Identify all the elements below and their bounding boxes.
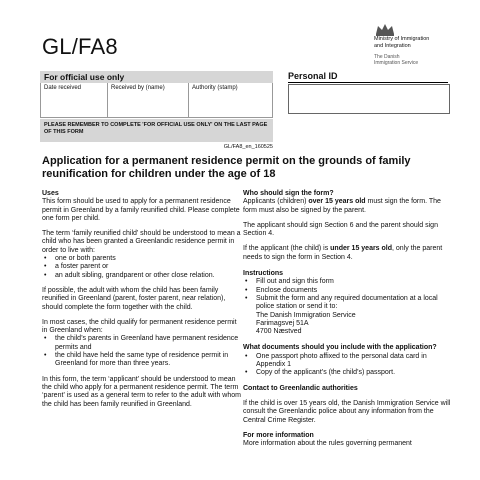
form-title: Application for a permanent residence permit on the grounds of family reunification for children under the age of 18: [42, 155, 411, 180]
official-use-reminder: PLEASE REMEMBER TO COMPLETE 'FOR OFFICIAL USE ONLY' ON THE LAST PAGE OF THIS FORM: [40, 119, 273, 142]
list-item: • Submit the form and any required documentation at a local police station or send it to:: [243, 295, 453, 312]
uses-paragraph: This form should be used to apply for a permanent residence permit in Greenland by a family reunified child. Please complete one form per child.: [42, 198, 240, 222]
uses-paragraph: The term ‘family reunified child’ should be understood to mean a child who has been granted a Greenlandic residence permit in order to live with:: [42, 230, 241, 254]
crown-icon: [374, 22, 396, 36]
contact-heading: Contact to Greenlandic authorities: [243, 384, 358, 392]
list-item: • a foster parent or: [42, 263, 242, 271]
who-signs-paragraph: The applicant should sign Section 6 and the parent should sign Section 4.: [243, 221, 438, 238]
more-info-heading: For more information: [243, 431, 314, 439]
uses-heading: Uses: [42, 190, 59, 197]
list-item: • One passport photo affixed to the personal data card in Appendix 1: [243, 353, 453, 370]
ministry-name-line1: Ministry of Immigration: [374, 36, 430, 42]
ministry-logo: [374, 22, 454, 66]
conditions-list: [42, 335, 242, 368]
official-use-box: [40, 71, 273, 148]
list-item: • Copy of the applicant’s (the child’s) passport.: [243, 369, 453, 377]
list-item: • Fill out and sign this form: [243, 278, 453, 286]
who-signs-paragraph: If the applicant (the child) is under 15 years old, only the parent needs to sign the form in Section 4.: [243, 245, 443, 261]
left-column: [42, 190, 242, 416]
personal-id-field[interactable]: [288, 84, 450, 114]
documents-heading: What documents should you include with the application?: [243, 344, 437, 352]
instructions-list: [243, 278, 453, 311]
uses-paragraph: In this form, the term ‘applicant’ should be understood to mean the child who apply for a permanent residence permit. The term ‘parent’ is used as a general term to refer to the adult with whom the child has been family reunified in Greenland.: [42, 375, 241, 408]
form-id-heading: GL/FA8: [42, 34, 118, 59]
official-use-columns: [40, 83, 273, 118]
right-column: [243, 190, 453, 455]
relation-list: [42, 255, 242, 280]
instructions-heading: Instructions: [243, 270, 284, 278]
form-code: GL/FA8_en_160525: [223, 144, 273, 150]
ministry-name-line2: and Integration: [374, 42, 411, 49]
agency-name-line1: The Danish: [374, 54, 400, 60]
more-info-paragraph: More information about the rules governing permanent: [243, 440, 412, 448]
date-received-field: Date received: [41, 83, 108, 117]
authority-stamp-field: Authority (stamp): [192, 85, 238, 91]
personal-id-label: Personal ID: [288, 71, 448, 83]
who-signs-paragraph: Applicants (children) over 15 years old must sign the form. The form must also be signed by the parent.: [243, 198, 441, 214]
received-by-field: Received by (name): [108, 83, 189, 117]
uses-paragraph: If possible, the adult with whom the child has been family reunified in Greenland (parent, foster parent, near relation), should complete the form together with the child.: [42, 286, 226, 311]
contact-paragraph: If the child is over 15 years old, the Danish Immigration Service will consult the Greenlandic police about any information from the Central Crime Register.: [243, 399, 451, 424]
list-item: • an adult sibling, grandparent or other close relation.: [42, 272, 242, 280]
list-item: • one or both parents: [42, 255, 242, 263]
uses-paragraph: In most cases, the child qualify for permanent residence permit in Greenland when:: [42, 318, 237, 335]
documents-list: [243, 353, 453, 378]
list-item: • the child have held the same type of residence permit in Greenland for more than three years.: [42, 352, 242, 369]
official-use-title: For official use only: [40, 71, 273, 83]
agency-name-line2: Immigration Service: [374, 60, 419, 66]
list-item: • the child’s parents in Greenland have permanent residence permits and: [42, 335, 242, 352]
mailing-address: The Danish Immigration Service Farimagsvej 51A 4700 Næstved: [256, 311, 356, 336]
who-signs-heading: Who should sign the form?: [243, 190, 334, 197]
list-item: • Enclose documents: [243, 287, 453, 295]
